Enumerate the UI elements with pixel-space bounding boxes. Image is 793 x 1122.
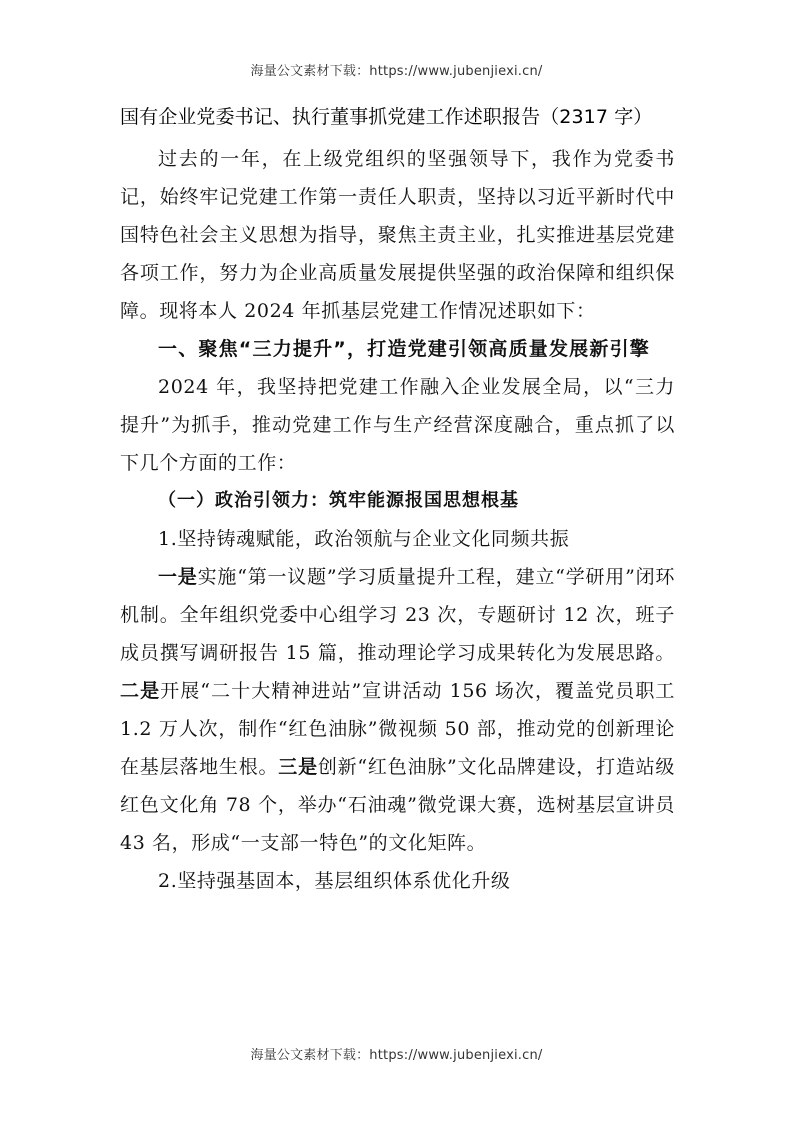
subsection-1-heading: （一）政治引领力：筑牢能源报国思想根基 <box>158 490 519 511</box>
footer-download-link: 海量公文素材下载：https://www.jubenjiexi.cn/ <box>250 1048 543 1063</box>
detail-first: 实施“第一议题”学习质量提升工程，建立“学研用”闭环机制。全年组织党委中心组学习 23 次，专题研讨 12 次，班子成员撰写调研报告 15 篇，推动理论学习成果转化为发展思路。 <box>120 566 675 664</box>
document-body <box>120 98 675 900</box>
section-1-intro-paragraph: 2024 年，我坚持把党建工作融入企业发展全局，以“三力提升”为抓手，推动党建工作与生产经营深度融合，重点抓了以下几个方面的工作： <box>120 376 675 474</box>
detail-second: 开展“二十大精神进站”宣讲活动 156 场次，覆盖党员职工 1.2 万人次，制作“红色油脉”微视频 50 部，推动党的创新理论在基层落地生根。 <box>120 680 675 778</box>
lead-third: 三是 <box>278 756 318 778</box>
document-title: 国有企业党委书记、执行董事抓党建工作述职报告（2317 字） <box>120 106 653 128</box>
lead-first: 一是 <box>158 566 198 588</box>
item-1-detail-paragraph <box>120 558 675 862</box>
section-1-heading: 一、聚焦“三力提升”，打造党建引领高质量发展新引擎 <box>158 338 650 360</box>
lead-second: 二是 <box>120 680 161 702</box>
detail-third: 创新“红色油脉”文化品牌建设，打造站级红色文化角 78 个，举办“石油魂”微党课大赛，选树基层宣讲员 43 名，形成“一支部一特色”的文化矩阵。 <box>120 756 676 854</box>
item-2-heading: 2.坚持强基固本，基层组织体系优化升级 <box>158 870 511 892</box>
intro-paragraph: 过去的一年，在上级党组织的坚强领导下，我作为党委书记，始终牢记党建工作第一责任人职责，坚持以习近平新时代中国特色社会主义思想为指导，聚焦主责主业，扎实推进基层党建各项工作，努力为企业高质量发展提供坚强的政治保障和组织保障。现将本人 2024 年抓基层党建工作情况述职如下： <box>120 148 675 322</box>
item-1-heading: 1.坚持铸魂赋能，政治领航与企业文化同频共振 <box>158 528 570 550</box>
header-download-link: 海量公文素材下载：https://www.jubenjiexi.cn/ <box>250 64 543 79</box>
